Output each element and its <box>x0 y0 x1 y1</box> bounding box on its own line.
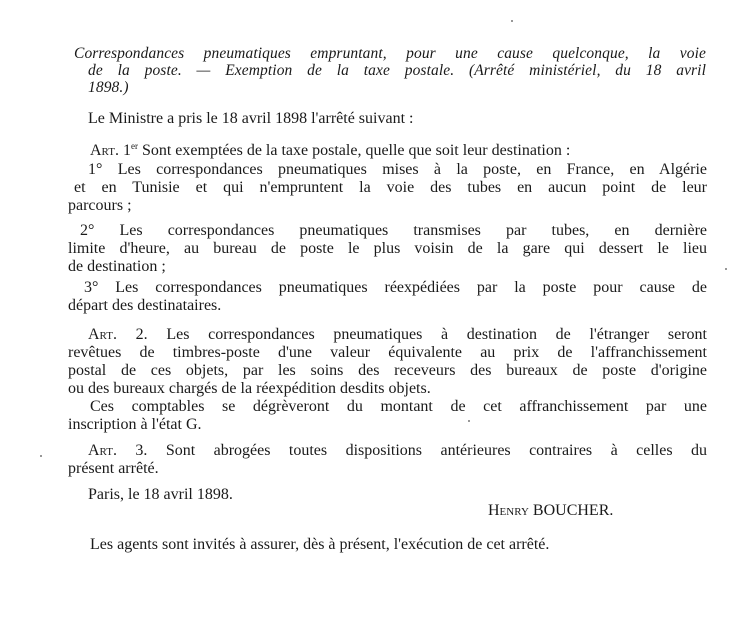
article-2-para2-line-2: inscription à l'état G. <box>68 416 202 433</box>
title-line-2: de la poste. — Exemption de la taxe postale. (Arrêté ministériel, du 18 avril <box>88 62 706 79</box>
art1-item-1-line-2: et en Tunisie et qui n'empruntent la voie des tubes en aucun point de leur <box>74 179 707 196</box>
article-2-line-1 <box>88 326 707 344</box>
article-3-line-1 <box>88 442 707 460</box>
signature <box>488 502 613 520</box>
article-1-heading <box>90 137 570 160</box>
article-2-line-4: ou des bureaux chargés de la réexpédition desdits objets. <box>68 380 431 397</box>
article-3-line-2: présent arrêté. <box>68 460 159 477</box>
art1-item-2-line-1: 2° Les correspondances pneumatiques transmises par tubes, en dernière <box>80 222 707 239</box>
art1-item-1-line-1: 1° Les correspondances pneumatiques mises à la poste, en France, en Algérie <box>88 161 707 178</box>
article-number: 1 <box>122 142 131 159</box>
art1-item-3-line-2: départ des destinataires. <box>68 297 222 314</box>
title-line-3: 1898.) <box>88 79 129 96</box>
article-2-text: 2. Les correspondances pneumatiques à destination de l'étranger seront <box>116 326 707 343</box>
intro-text: Le Ministre a pris le 18 avril 1898 l'arrêté suivant : <box>88 110 414 127</box>
scan-speck <box>40 455 42 457</box>
scan-speck <box>511 20 513 22</box>
scan-speck <box>468 420 470 422</box>
article-label: Art. <box>88 442 117 459</box>
scan-speck <box>725 268 727 270</box>
signature-first-name: Henry <box>488 502 529 519</box>
title-line-1: Correspondances pneumatiques empruntant, pour une cause quelconque, la voie <box>74 45 706 62</box>
place-date: Paris, le 18 avril 1898. <box>88 486 233 503</box>
article-label: Art. <box>90 142 119 159</box>
article-2-line-2: revêtues de timbres-poste d'une valeur équivalente au prix de l'affranchissement <box>68 344 707 361</box>
article-number-sup: er <box>130 141 138 151</box>
article-2-para2-line-1: Ces comptables se dégrèveront du montant de cet affranchissement par une <box>90 398 707 415</box>
art1-item-2-line-2: limite d'heure, au bureau de poste le plus voisin de la gare qui dessert le lieu <box>68 240 707 257</box>
article-3-text: 3. Sont abrogées toutes dispositions antérieures contraires à celles du <box>116 442 707 459</box>
art1-item-1-line-3: parcours ; <box>68 197 132 214</box>
article-1-text: Sont exemptées de la taxe postale, quelle que soit leur destination : <box>137 142 571 159</box>
closing-text: Les agents sont invités à assurer, dès à présent, l'exécution de cet arrêté. <box>90 536 550 553</box>
art1-item-2-line-3: de destination ; <box>68 258 166 275</box>
article-2-line-3: postal de ces objets, par les soins des receveurs des bureaux de poste d'origine <box>68 362 707 379</box>
art1-item-3-line-1: 3° Les correspondances pneumatiques réexpédiées par la poste pour cause de <box>84 279 707 296</box>
article-label: Art. <box>88 326 117 343</box>
signature-last-name: BOUCHER. <box>528 502 614 519</box>
